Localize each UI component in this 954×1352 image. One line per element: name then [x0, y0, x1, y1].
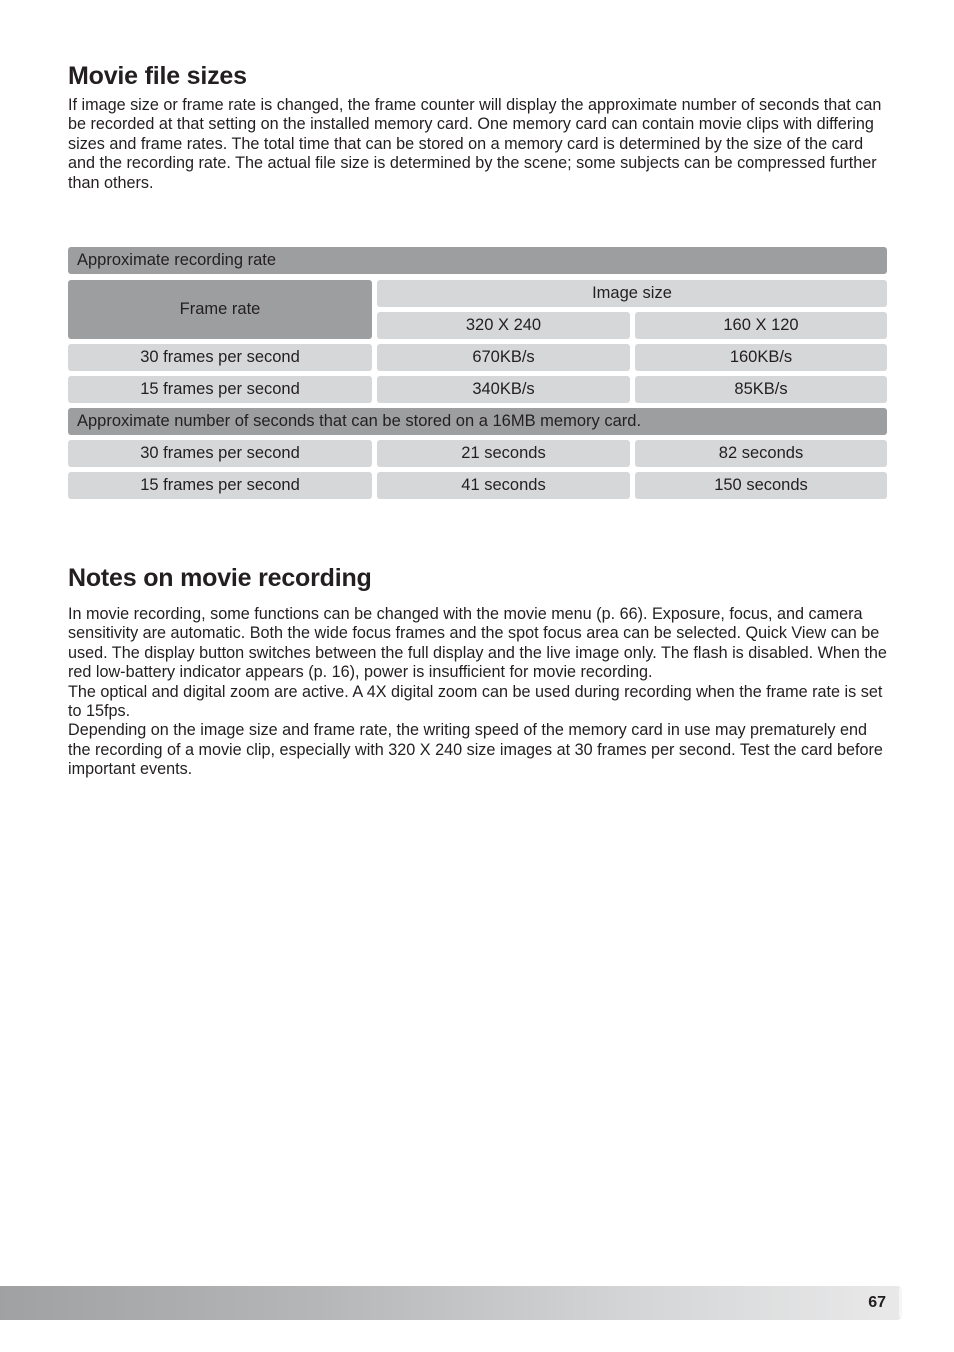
notes-body [68, 605, 890, 780]
frame-rate-header: Frame rate [68, 280, 372, 339]
table-cell: 41 seconds [377, 472, 630, 499]
notes-paragraph: In movie recording, some functions can be changed with the movie menu (p. 66). Exposure, focus, and camera sensitivity are automatic. Both the wide focus frames and the spot focus area can be selected. Quick View can be used. The display button switches between the full display and the live image only. The flash is disabled. When the red low-battery indicator appears (p. 16), power is insufficient for movie recording. [68, 605, 887, 682]
row-frame-label: 15 frames per second [68, 376, 372, 403]
notes-paragraph: The optical and digital zoom are active. A 4X digital zoom can be used during recording when the frame rate is set to 15fps. [68, 682, 883, 721]
recording-rate-header: Approximate recording rate [68, 247, 887, 274]
section-title-movie-file-sizes: Movie file sizes [68, 62, 247, 90]
footer-edge-highlight [899, 1288, 902, 1318]
table-cell: 160KB/s [635, 344, 887, 371]
table-cell: 150 seconds [635, 472, 887, 499]
size-col-320x240: 320 X 240 [377, 312, 630, 339]
row-frame-label: 15 frames per second [68, 472, 372, 499]
table-cell: 82 seconds [635, 440, 887, 467]
image-size-header: Image size [377, 280, 887, 307]
table-cell: 85KB/s [635, 376, 887, 403]
row-frame-label: 30 frames per second [68, 440, 372, 467]
table-cell: 340KB/s [377, 376, 630, 403]
size-col-160x120: 160 X 120 [635, 312, 887, 339]
footer-bar [0, 1286, 902, 1320]
table-cell: 21 seconds [377, 440, 630, 467]
table-cell: 670KB/s [377, 344, 630, 371]
intro-paragraph: If image size or frame rate is changed, the frame counter will display the approximate number of seconds that can be recorded at that setting on the installed memory card. One memory card can contain movie clips with differing sizes and frame rates. The total time that can be stored on a memory card is determined by the size of the card and the recording rate. The actual file size is determined by the scene; some subjects can be compressed further than others. [68, 96, 882, 192]
page-number: 67 [868, 1294, 886, 1311]
section-title-notes-on-movie-recording: Notes on movie recording [68, 564, 372, 592]
notes-paragraph: Depending on the image size and frame rate, the writing speed of the memory card in use may prematurely end the recording of a movie clip, especially with 320 X 240 size images at 30 frames per second. Test the card before important events. [68, 721, 883, 779]
seconds-header: Approximate number of seconds that can be stored on a 16MB memory card. [68, 408, 887, 435]
row-frame-label: 30 frames per second [68, 344, 372, 371]
